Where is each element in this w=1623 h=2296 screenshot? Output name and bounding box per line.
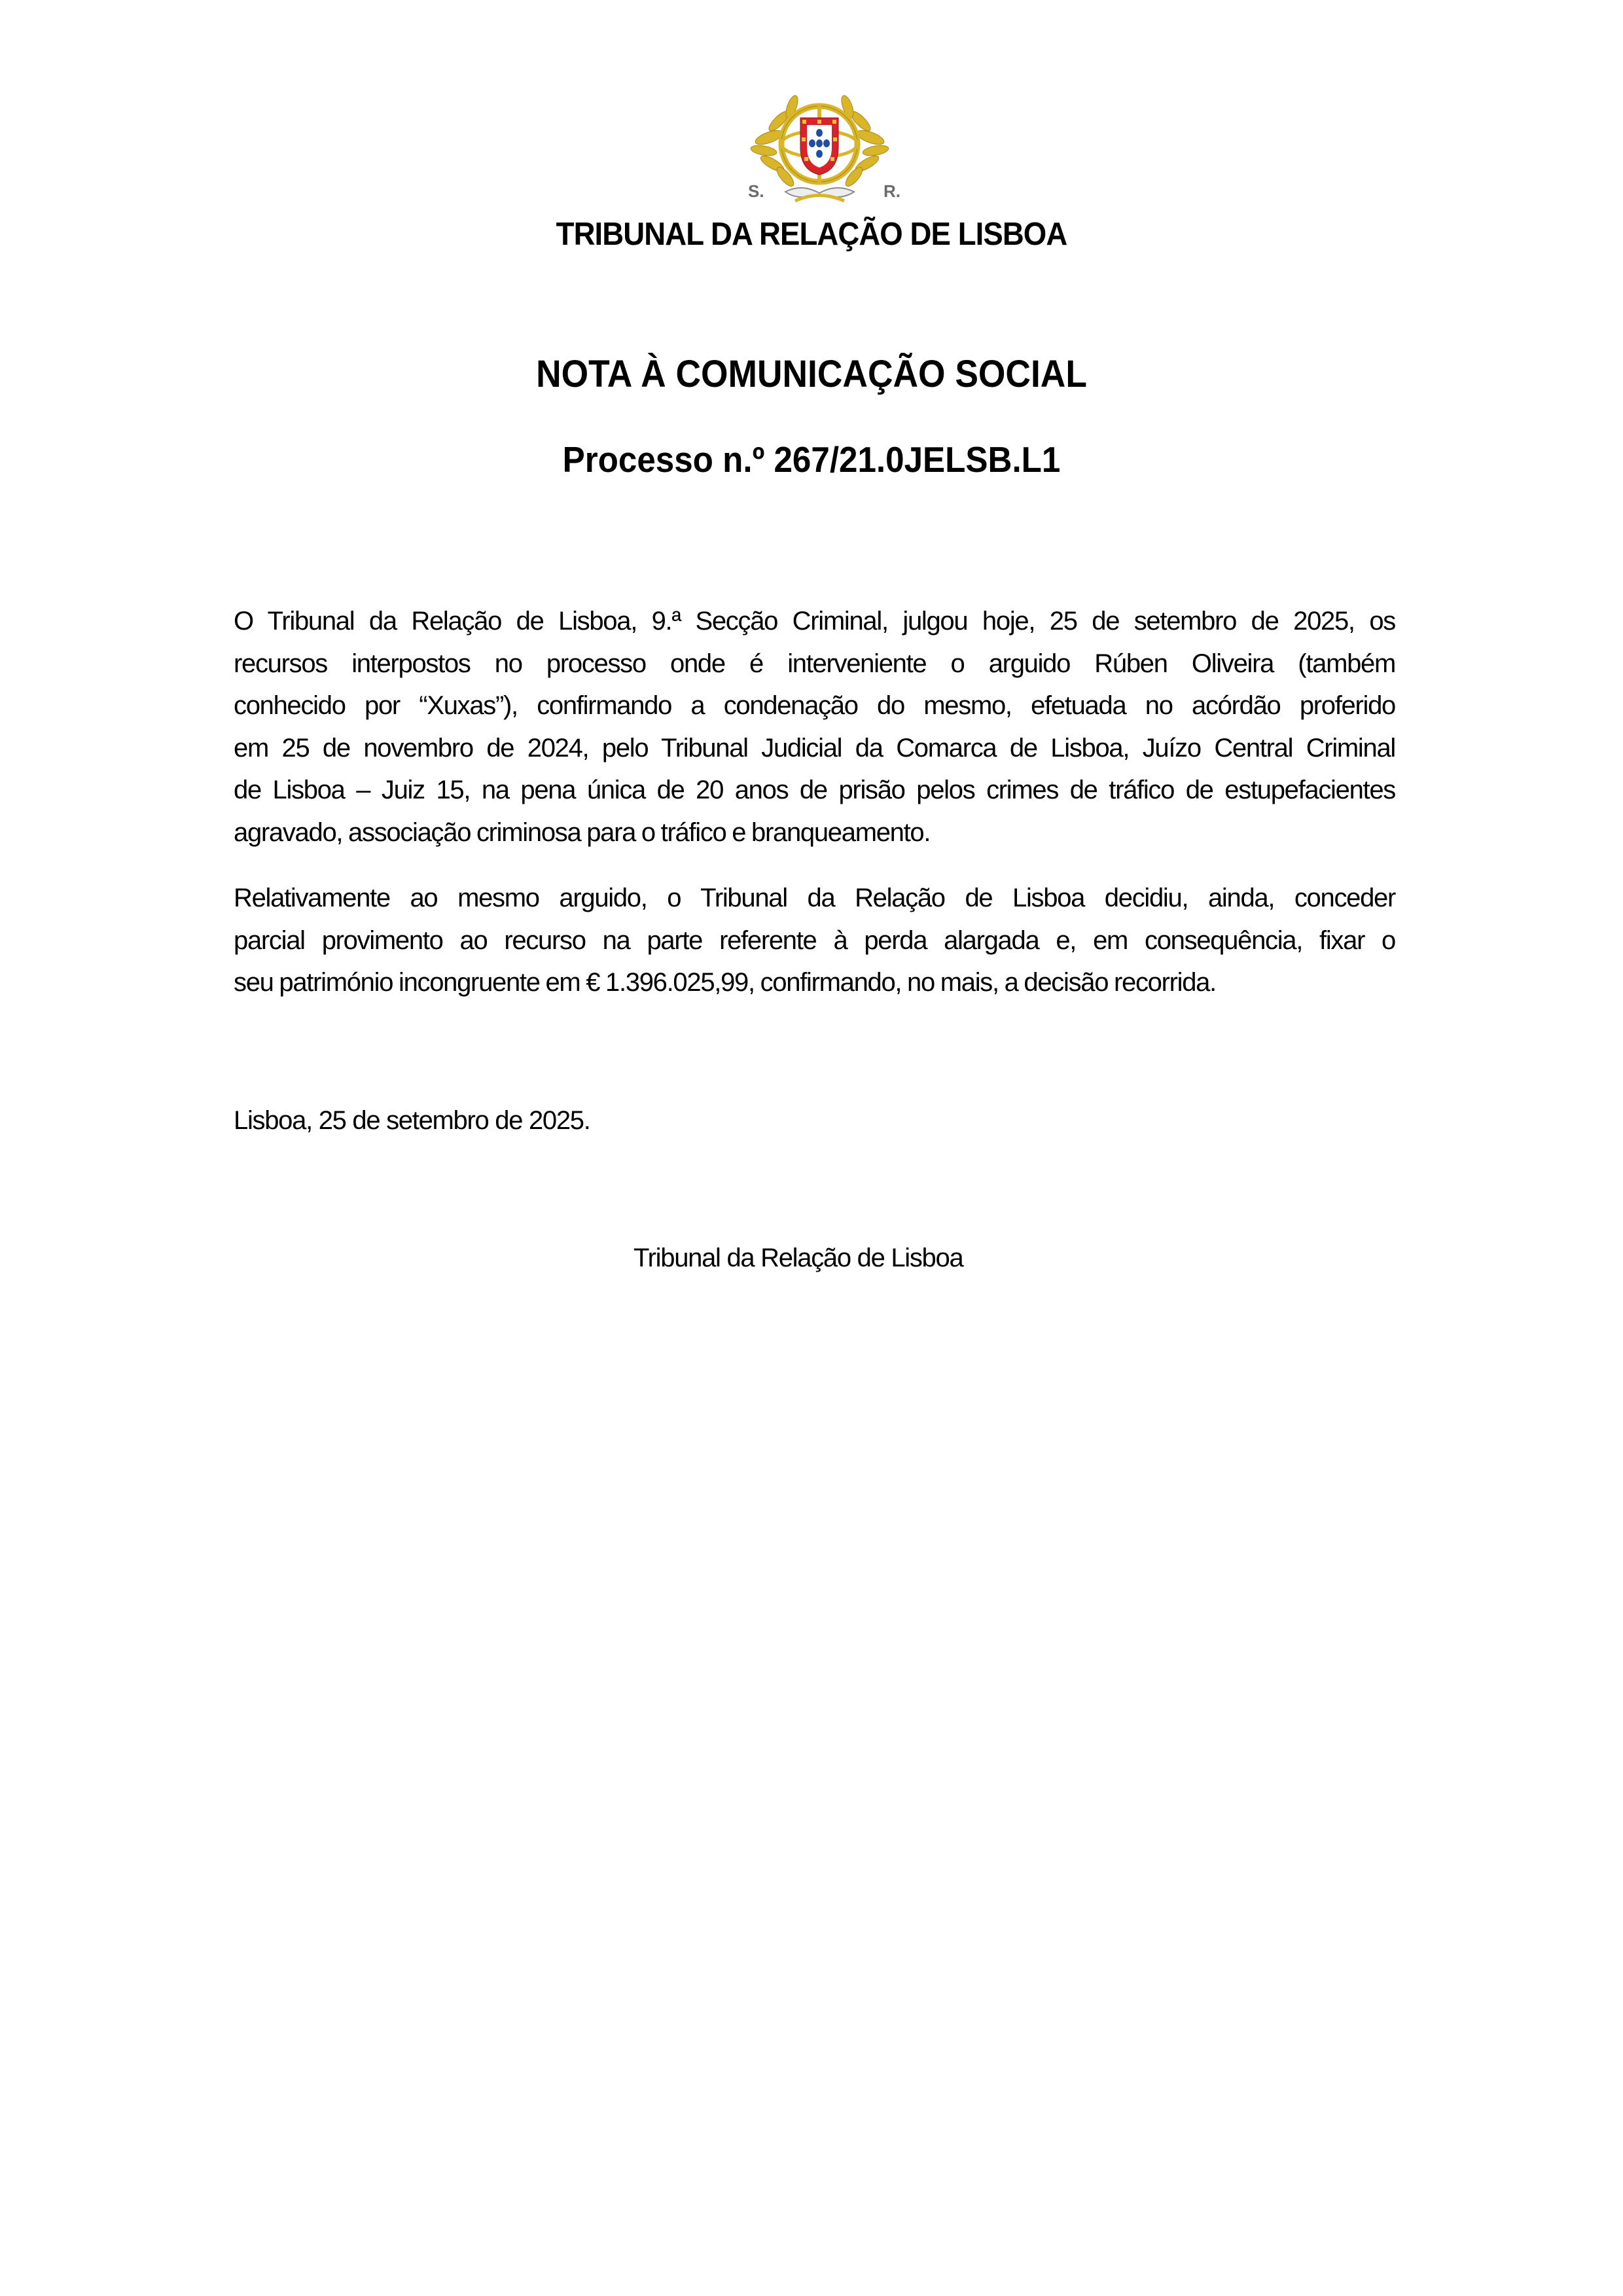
signature: Tribunal da Relação de Lisboa bbox=[633, 1244, 963, 1272]
court-name-heading: TRIBUNAL DA RELAÇÃO DE LISBOA bbox=[556, 217, 1067, 252]
emblem-letter-s: S. bbox=[748, 181, 764, 201]
paragraph-line: de Lisboa – Juiz 15, na pena única de 20 anos de prisão pelos crimes de tráfico de estupefacientes bbox=[234, 776, 1395, 804]
paragraph-line: recursos interpostos no processo onde é interveniente o arguido Rúben Oliveira (também bbox=[234, 649, 1395, 678]
paragraph-line: O Tribunal da Relação de Lisboa, 9.ª Secção Criminal, julgou hoje, 25 de setembro de 2025, os bbox=[234, 607, 1395, 636]
emblem-letter-r: R. bbox=[883, 181, 901, 201]
paragraph-line: conhecido por “Xuxas”), confirmando a condenação do mesmo, efetuada no acórdão proferido bbox=[234, 691, 1395, 720]
paragraph-line: em 25 de novembro de 2024, pelo Tribunal Judicial da Comarca de Lisboa, Juízo Central Criminal bbox=[234, 733, 1395, 762]
paragraph-decision bbox=[234, 600, 1395, 853]
paragraph-line: parcial provimento ao recurso na parte referente à perda alargada e, em consequência, fixar o bbox=[234, 925, 1395, 955]
dateline: Lisboa, 25 de setembro de 2025. bbox=[234, 1106, 590, 1135]
document-title: NOTA À COMUNICAÇÃO SOCIAL bbox=[536, 353, 1087, 395]
paragraph-asset-forfeiture bbox=[234, 877, 1395, 1004]
paragraph-line: seu património incongruente em € 1.396.025,99, confirmando, no mais, a decisão recorrida. bbox=[234, 968, 1216, 997]
paragraph-line: agravado, associação criminosa para o tráfico e branqueamento. bbox=[234, 817, 931, 847]
portuguese-republic-coat-of-arms-icon bbox=[749, 82, 890, 206]
paragraph-line: Relativamente ao mesmo arguido, o Tribunal da Relação de Lisboa decidiu, ainda, conceder bbox=[234, 884, 1395, 912]
process-number: Processo n.º 267/21.0JELSB.L1 bbox=[562, 439, 1061, 480]
